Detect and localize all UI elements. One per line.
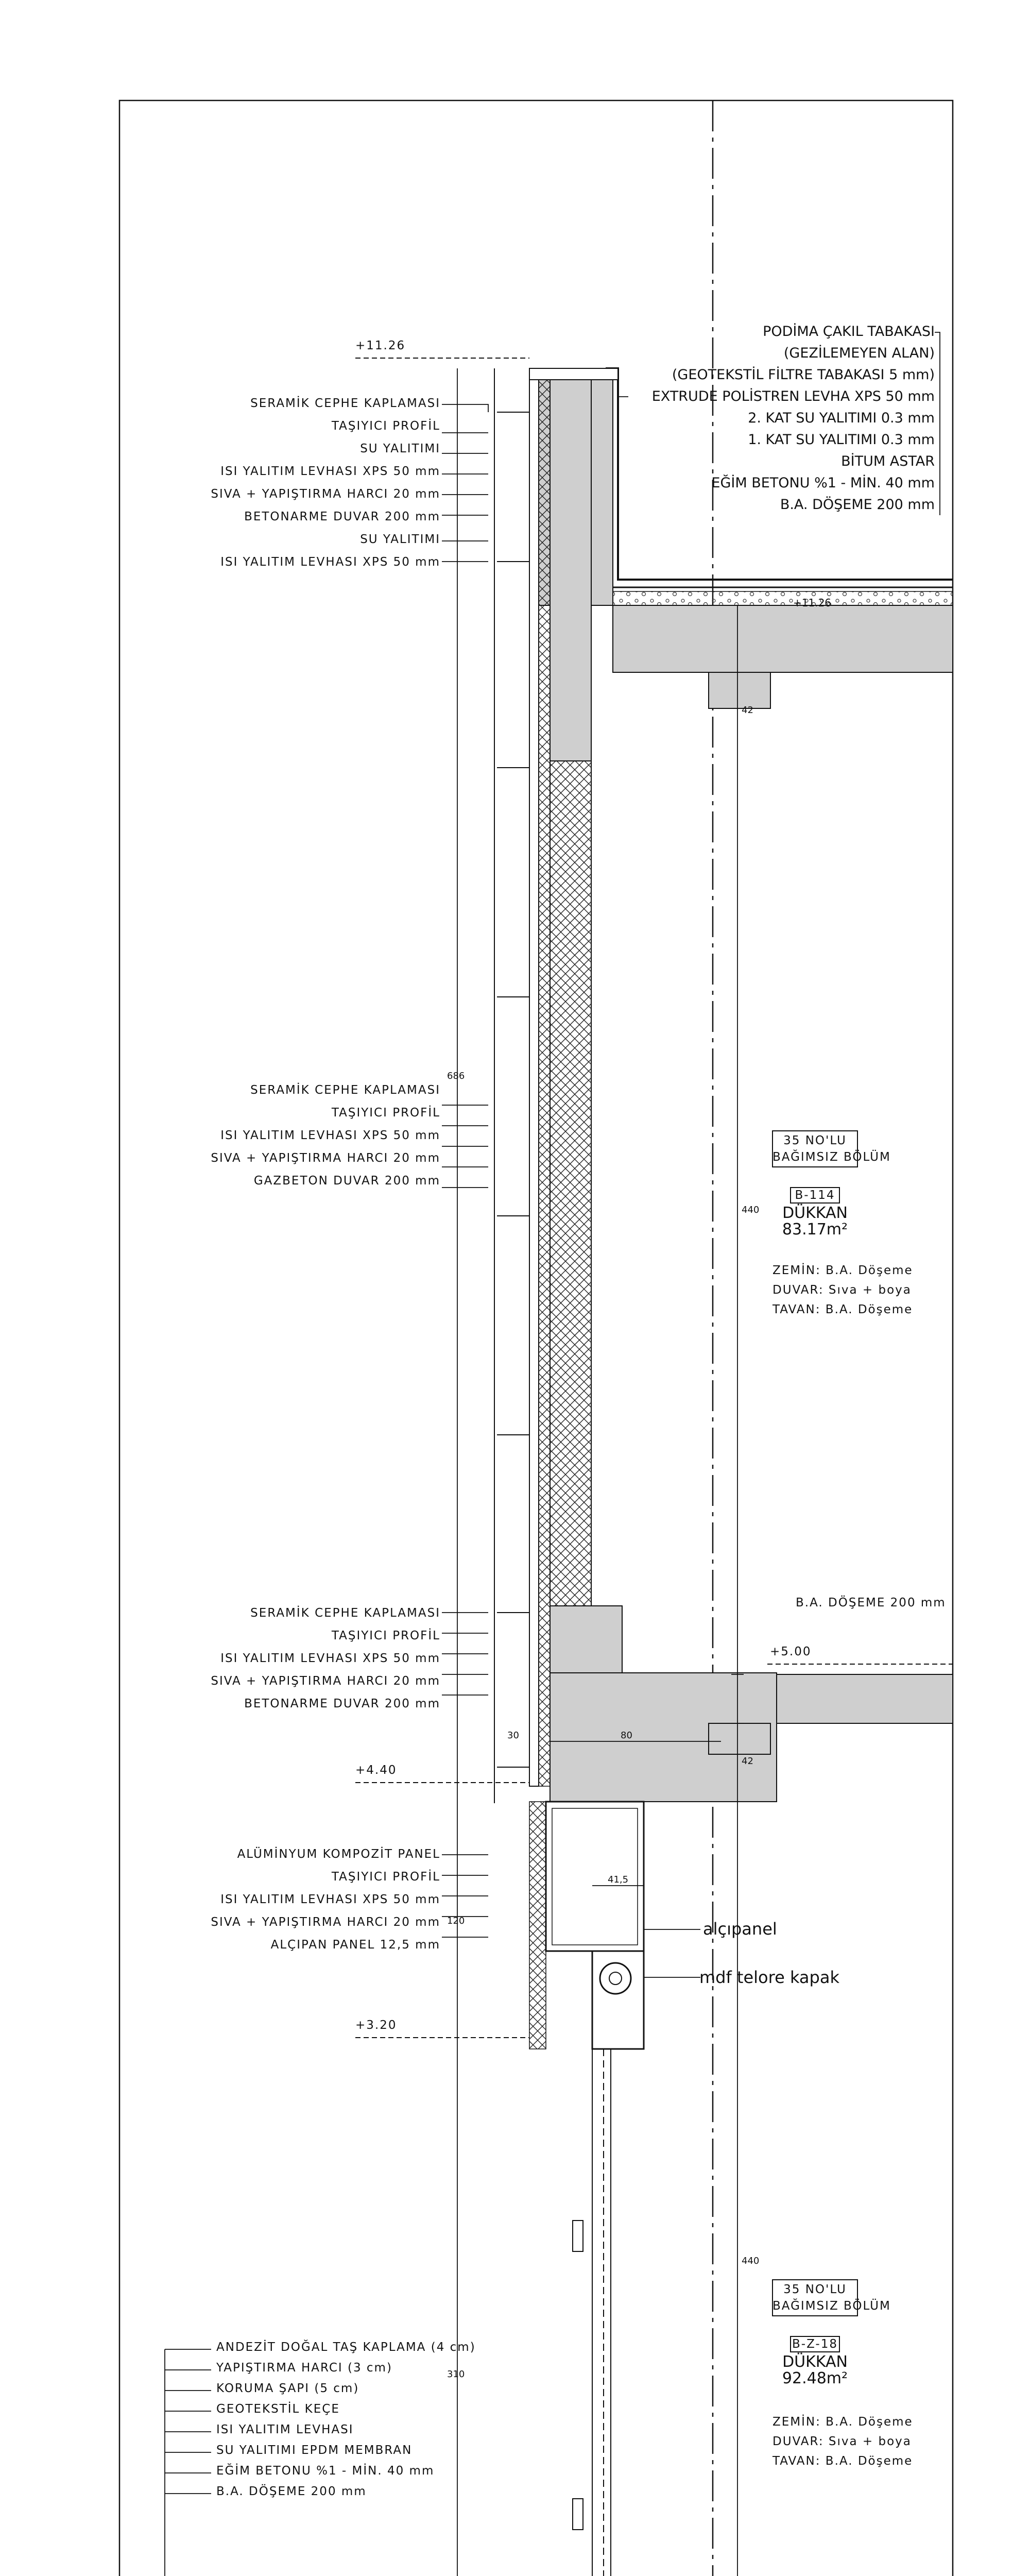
wall1-layer-5: SIVA + YAPIŞTIRMA HARCI 20 mm [211, 487, 440, 501]
room-upper-ceiling: TAVAN: B.A. Döşeme [772, 1303, 913, 1316]
room-upper-name: DÜKKAN [782, 1204, 848, 1222]
mullion-2 [573, 2499, 583, 2530]
wall3-layer-2: TAŞIYICI PROFİL [331, 1629, 440, 1642]
room-upper-floor: ZEMİN: B.A. Döşeme [772, 1264, 913, 1277]
floor-layer-2: YAPIŞTIRMA HARCI (3 cm) [216, 2361, 392, 2375]
wall1-layer-4: ISI YALITIM LEVHASI XPS 50 mm [220, 465, 440, 478]
dim-440a: 440 [742, 1205, 760, 1215]
drywall-note: alçıpanel [703, 1919, 777, 1939]
level-440: +4.40 [355, 1764, 397, 1777]
floor-layer-7: EĞİM BETONU %1 - MİN. 40 mm [216, 2464, 435, 2478]
room-upper-wall: DUVAR: Sıva + boya [772, 1283, 912, 1297]
roof-layer-6: 1. KAT SU YALITIMI 0.3 mm [748, 432, 935, 448]
roof-layer-4: EXTRUDE POLİSTREN LEVHA XPS 50 mm [651, 388, 935, 404]
room-lower-wall: DUVAR: Sıva + boya [772, 2435, 912, 2448]
dim-42b: 42 [742, 1756, 753, 1767]
mdf-note: mdf telore kapak [699, 1968, 839, 1987]
wall1-layer-3: SU YALITIMI [360, 442, 440, 455]
level-320: +3.20 [355, 2019, 397, 2032]
roof-layer-9: B.A. DÖŞEME 200 mm [780, 497, 935, 513]
wall2-layer-4: SIVA + YAPIŞTIRMA HARCI 20 mm [211, 1151, 440, 1165]
roof-layer-5: 2. KAT SU YALITIMI 0.3 mm [748, 410, 935, 426]
dim-440b: 440 [742, 2256, 760, 2266]
wall1-layer-8: ISI YALITIM LEVHASI XPS 50 mm [220, 555, 440, 569]
wall3-layer-5: BETONARME DUVAR 200 mm [244, 1697, 440, 1710]
dim-42a: 42 [742, 705, 753, 716]
infill-insulation [550, 761, 591, 1606]
dim-120: 120 [447, 1916, 465, 1926]
dim-310: 310 [447, 2369, 465, 2380]
floor-layer-3: KORUMA ŞAPI (5 cm) [216, 2382, 359, 2395]
composite-panel-box [546, 1802, 644, 1951]
room-lower-area: 92.48m² [782, 2369, 848, 2387]
shutter-roll [600, 1963, 631, 1994]
roof-drop-beam [709, 672, 770, 708]
dim-415: 41,5 [608, 1874, 629, 1885]
concrete-wall-upper [550, 380, 591, 761]
wall4-layer-2: TAŞIYICI PROFİL [331, 1870, 440, 1884]
roof-level-mark: +11.26 [793, 597, 832, 609]
wall4-layer-5: ALÇIPAN PANEL 12,5 mm [270, 1938, 440, 1952]
facade-cladding [529, 380, 539, 1786]
wall1-layer-2: TAŞIYICI PROFİL [331, 419, 440, 433]
wall3-layer-3: ISI YALITIM LEVHASI XPS 50 mm [220, 1652, 440, 1665]
room-upper-code: B-114 [795, 1189, 835, 1202]
dimension-lines [457, 368, 744, 2576]
level-top: +11.26 [355, 339, 406, 352]
wall3-layer-4: SIVA + YAPIŞTIRMA HARCI 20 mm [211, 1674, 440, 1688]
room-lower-title-1: 35 NO'LU [783, 2283, 847, 2296]
room-upper-area: 83.17m² [782, 1221, 848, 1239]
roof-layer-8: EĞİM BETONU %1 - MİN. 40 mm [711, 475, 935, 491]
floor-layer-4: GEOTEKSTİL KEÇE [216, 2402, 340, 2416]
wall2-layer-3: ISI YALITIM LEVHASI XPS 50 mm [220, 1129, 440, 1142]
room-lower-floor: ZEMİN: B.A. Döşeme [772, 2415, 913, 2429]
room-lower-code: B-Z-18 [792, 2337, 838, 2351]
dim-80: 80 [621, 1730, 632, 1741]
facade-brackets [497, 412, 529, 1767]
roof-layer-7: BİTUM ASTAR [841, 453, 935, 469]
room-upper-title-2: BAĞIMSIZ BÖLÜM [772, 1150, 891, 1164]
room-lower-title-2: BAĞIMSIZ BÖLÜM [772, 2299, 891, 2313]
wall1-layer-6: BETONARME DUVAR 200 mm [244, 510, 440, 523]
level-500: +5.00 [770, 1645, 812, 1658]
roof-gravel-layer [613, 591, 953, 605]
floor-layer-1: ANDEZİT DOĞAL TAŞ KAPLAMA (4 cm) [216, 2341, 476, 2354]
floor-layer-8: B.A. DÖŞEME 200 mm [216, 2485, 367, 2498]
wall2-layer-5: GAZBETON DUVAR 200 mm [253, 1174, 440, 1188]
wall-insulation-strip [539, 380, 550, 1786]
room-upper-slab: B.A. DÖŞEME 200 mm [796, 1596, 946, 1609]
mid-beam-right [709, 1723, 770, 1754]
room-upper-title-1: 35 NO'LU [783, 1134, 847, 1147]
wall1-layer-1: SERAMİK CEPHE KAPLAMASI [250, 397, 440, 410]
roof-layer-3: (GEOTEKSTİL FİLTRE TABAKASI 5 mm) [672, 367, 935, 383]
parapet-cap [529, 368, 618, 380]
dim-30: 30 [507, 1730, 519, 1741]
wall4-layer-1: ALÜMİNYUM KOMPOZİT PANEL [237, 1848, 440, 1861]
room-lower-ceiling: TAVAN: B.A. Döşeme [772, 2454, 913, 2468]
wall4-layer-3: ISI YALITIM LEVHASI XPS 50 mm [220, 1893, 440, 1906]
floor-layer-5: ISI YALITIM LEVHASI [216, 2423, 354, 2436]
level-lines [355, 358, 953, 2576]
room-lower-name: DÜKKAN [782, 2353, 848, 2371]
dim-686: 686 [447, 1071, 465, 1081]
roof-layer-2: (GEZİLEMEYEN ALAN) [783, 345, 935, 361]
roof-layer-1: PODİMA ÇAKIL TABAKASI [763, 324, 935, 340]
wall2-layer-2: TAŞIYICI PROFİL [331, 1106, 440, 1120]
mullion-1 [573, 2221, 583, 2251]
wall1-layer-7: SU YALITIMI [360, 533, 440, 546]
wall2-layer-1: SERAMİK CEPHE KAPLAMASI [250, 1083, 440, 1097]
facade-strip-lower [529, 1802, 546, 2049]
floor-layer-6: SU YALITIMI EPDM MEMBRAN [216, 2444, 413, 2457]
roof-slab [613, 605, 953, 672]
wall3-layer-1: SERAMİK CEPHE KAPLAMASI [250, 1606, 440, 1620]
mid-slab [550, 1606, 622, 1673]
wall4-layer-4: SIVA + YAPIŞTIRMA HARCI 20 mm [211, 1916, 440, 1929]
